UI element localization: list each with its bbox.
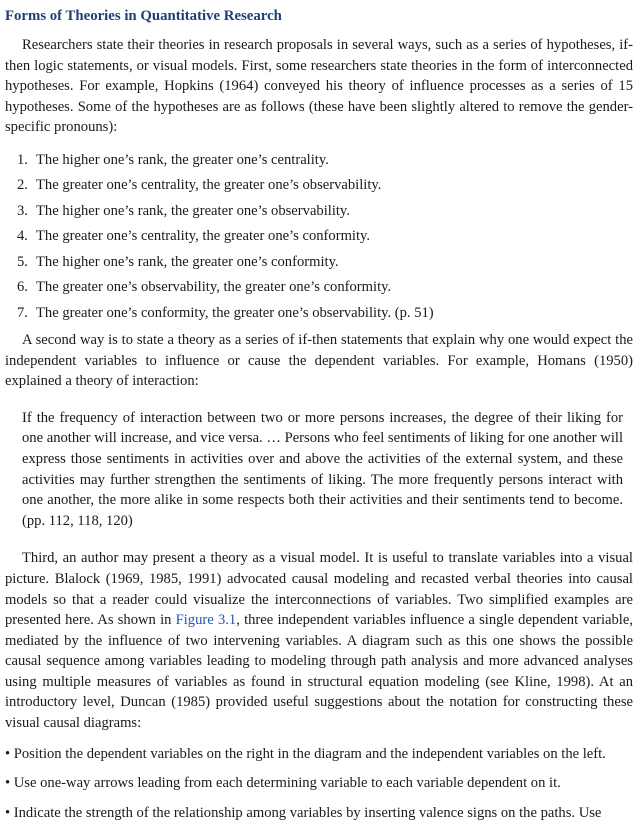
- block-quote: If the frequency of interaction between two or more persons increases, the degree of their liking for one another will increase, and vice versa. … Persons who feel sentiments of liking for one another will express those sentiments in activities over and above the activities of the external system, and these activities may further strengthen the sentiments of liking. The more frequently persons interact with one another, the more alike in some respects both their activities and their sentiments tend to become. (pp. 112, 118, 120): [22, 409, 624, 529]
- section-heading: Forms of Theories in Quantitative Research: [5, 8, 282, 24]
- hypothesis-item: [5, 201, 633, 221]
- hypothesis-number: 5.: [17, 253, 28, 270]
- hypothesis-item: [5, 277, 633, 297]
- hypothesis-text: The greater one’s conformity, the greater one’s observability. (p. 51): [36, 304, 434, 321]
- hypothesis-item: [5, 150, 633, 170]
- hypothesis-text: The greater one’s centrality, the greater one’s conformity.: [36, 228, 371, 245]
- hypothesis-text: The greater one’s centrality, the greater one’s observability.: [36, 177, 382, 194]
- hypothesis-text: The greater one’s observability, the greater one’s conformity.: [36, 279, 392, 296]
- hypothesis-number: 2.: [17, 177, 28, 194]
- hypothesis-number: 1.: [17, 151, 28, 168]
- hypothesis-number: 7.: [17, 304, 28, 321]
- hypothesis-number: 6.: [17, 279, 28, 296]
- hypothesis-text: The higher one’s rank, the greater one’s observability.: [36, 202, 350, 219]
- hypothesis-number: 3.: [17, 202, 28, 219]
- intro-paragraph: Researchers state their theories in research proposals in several ways, such as a series of hypotheses, if-then logic statements, or visual models. First, some researchers state theories in the form of interconnected hypotheses. For example, Hopkins (1964) conveyed his theory of influence processes as a series of 15 hypotheses. Some of the hypotheses are as follows (these have been slightly altered to remove the gender-specific pronouns):: [5, 37, 633, 136]
- document-page: [5, 2, 633, 823]
- hypothesis-text: The higher one’s rank, the greater one’s conformity.: [36, 253, 339, 270]
- third-paragraph-text-start: Third, an author may present a theory as a visual model. It is useful to translate variables into a visual picture. Blalock (1969, 1985, 1991) advocated causal modeling and recasted verbal theories into causal models so that a reader could visualize the interconnections of variables. Two simplified examples are presented here. As shown in: [5, 550, 633, 629]
- hypotheses-list: [5, 150, 633, 323]
- hypothesis-number: 4.: [17, 228, 28, 245]
- hypothesis-item: [5, 226, 633, 246]
- third-paragraph-text-end: , three independent variables influence a single dependent variable, mediated by the influence of two intervening variables. A diagram such as this one shows the possible causal sequence among variables leading to modeling through path analysis and more advanced analyses using multiple measures of variables as found in structural equation modeling (see Kline, 1998). At an introductory level, Duncan (1985) provided useful suggestions about the notation for constructing these visual causal diagrams:: [5, 612, 633, 732]
- hypothesis-item: [5, 303, 633, 323]
- bullet-item: • Position the dependent variables on the right in the diagram and the independent variables on the left.: [5, 745, 606, 762]
- figure-3-1-link[interactable]: Figure 3.1: [175, 612, 237, 629]
- bullet-item: • Indicate the strength of the relationship among variables by inserting valence signs on the paths. Use: [5, 804, 602, 821]
- hypothesis-item: [5, 252, 633, 272]
- third-paragraph: [5, 548, 633, 733]
- hypothesis-item: [5, 175, 633, 195]
- hypothesis-text: The higher one’s rank, the greater one’s centrality.: [36, 151, 329, 168]
- second-paragraph: A second way is to state a theory as a series of if-then statements that explain why one would expect the independent variables to influence or cause the dependent variables. For example, Homans (1950) explained a theory of interaction:: [5, 331, 633, 390]
- bullet-item: • Use one-way arrows leading from each determining variable to each variable dependent on it.: [5, 775, 561, 792]
